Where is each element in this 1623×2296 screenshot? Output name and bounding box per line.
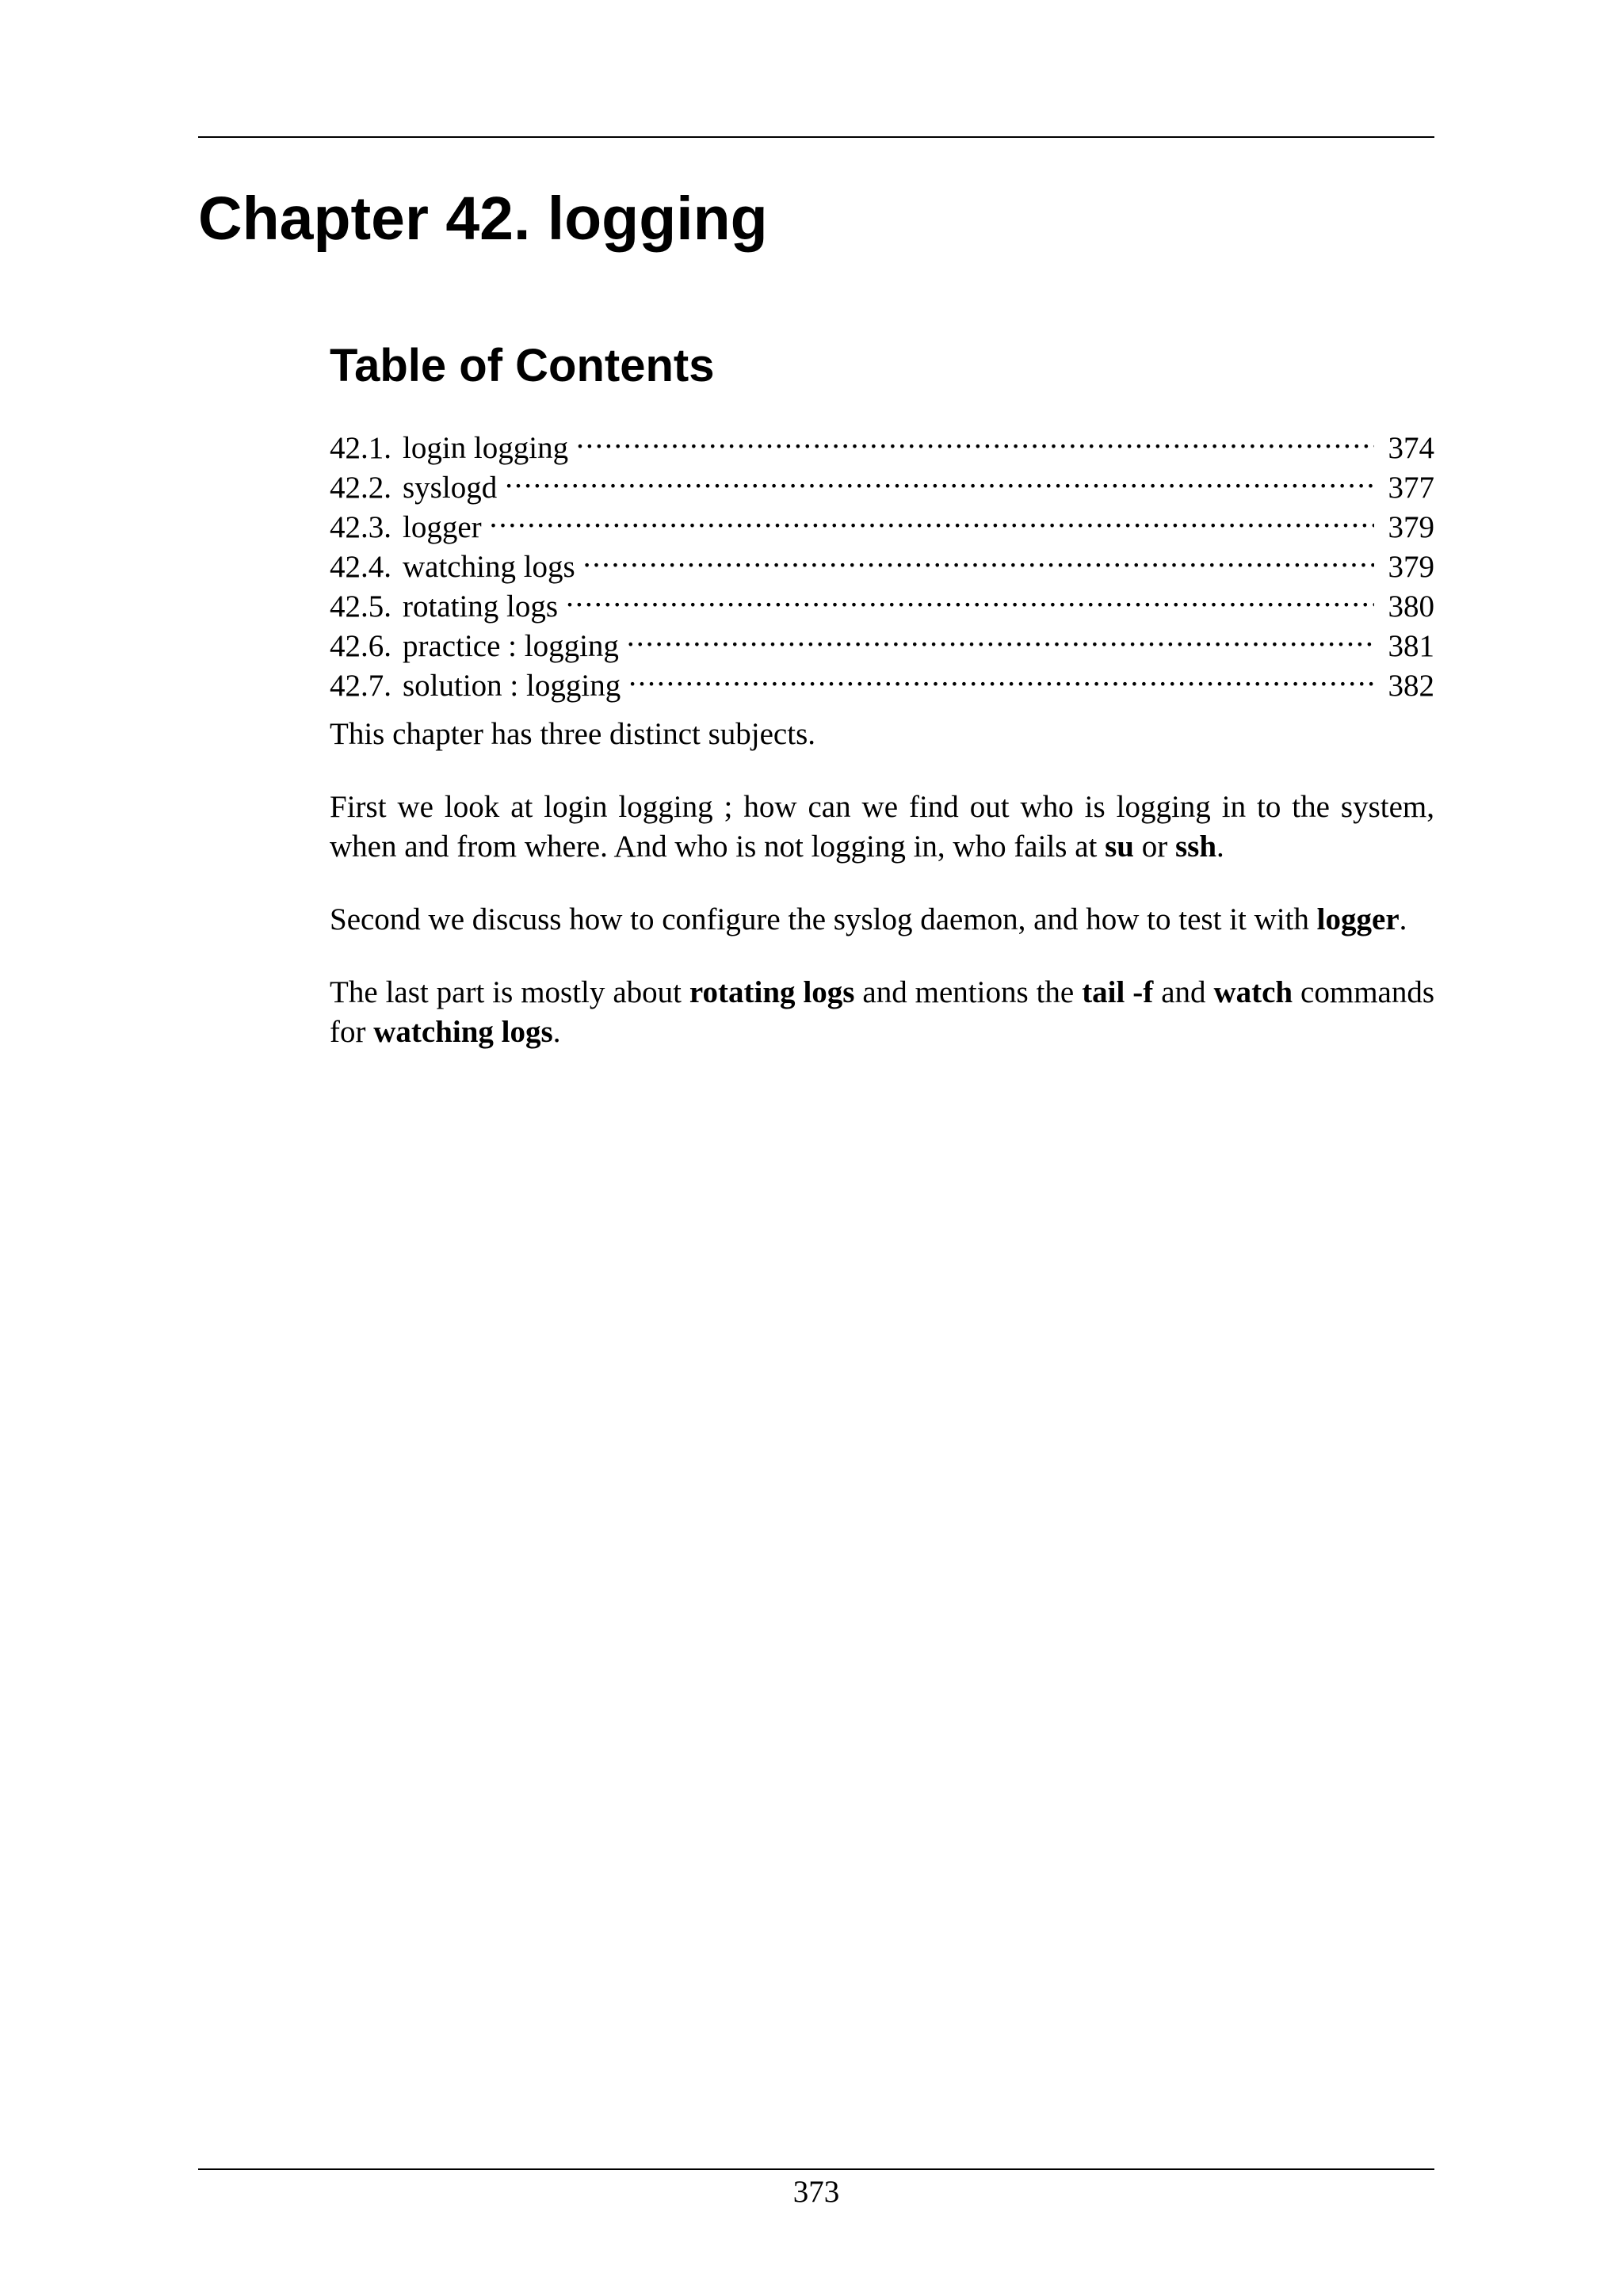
toc-dot-leader xyxy=(627,616,1374,656)
toc-entry-logger[interactable] xyxy=(330,498,1434,544)
toc-entry-page: 381 xyxy=(1388,629,1434,663)
toc-entry-number: 42.4. xyxy=(330,550,391,584)
page-number: 373 xyxy=(792,2175,840,2209)
paragraph-text: and xyxy=(1153,975,1214,1009)
toc-entry-number: 42.7. xyxy=(330,669,391,703)
toc-entry-page: 377 xyxy=(1388,471,1434,505)
rotating-logs-paragraph xyxy=(330,973,1434,1052)
intro-paragraph xyxy=(330,715,1434,754)
toc-entry-number: 42.5. xyxy=(330,589,391,624)
toc-entry-link[interactable]: practice : logging xyxy=(403,629,619,663)
chapter-title: Chapter 42. logging xyxy=(198,185,768,253)
toc-entry-watching-logs[interactable] xyxy=(330,537,1434,584)
toc-title: Table of Contents xyxy=(330,340,715,391)
toc-entry-link[interactable]: syslogd xyxy=(403,471,498,505)
toc-entry-page: 379 xyxy=(1388,550,1434,584)
toc-dot-leader xyxy=(628,656,1373,696)
paragraph-text: First we look at login logging ; how can we find out who is logging in to the system, when and from where. And who is not logging in, who fails at xyxy=(330,790,1434,864)
toc-dot-leader xyxy=(583,537,1374,577)
toc-entry-number: 42.6. xyxy=(330,629,391,663)
command-ssh: ssh xyxy=(1174,830,1217,864)
paragraph-text: and mentions the xyxy=(854,975,1083,1009)
header-rule xyxy=(198,136,1434,138)
footer-rule xyxy=(198,2168,1434,2170)
toc-entry-number: 42.3. xyxy=(330,510,391,544)
chapter-content xyxy=(330,333,1434,1085)
command-tail-f: tail -f xyxy=(1082,975,1154,1009)
paragraph-text: . xyxy=(1216,830,1224,864)
toc-entry-page: 380 xyxy=(1388,589,1434,624)
toc-entry-link[interactable]: solution : logging xyxy=(403,669,621,703)
paragraph-text: This chapter has three distinct subjects. xyxy=(330,717,815,751)
toc-dot-leader xyxy=(566,577,1373,616)
toc-entry-number: 42.1. xyxy=(330,431,391,465)
syslog-paragraph xyxy=(330,900,1434,940)
toc-dot-leader xyxy=(505,458,1373,498)
command-logger: logger xyxy=(1316,902,1400,936)
toc-entry-link[interactable]: rotating logs xyxy=(403,589,559,624)
paragraph-text: The last part is mostly about xyxy=(330,975,689,1009)
toc-entry-page: 379 xyxy=(1388,510,1434,544)
toc-entry-page: 374 xyxy=(1388,431,1434,465)
paragraph-text: commands for xyxy=(330,975,1435,1049)
term-watching-logs: watching logs xyxy=(373,1015,553,1049)
toc-entry-number: 42.2. xyxy=(330,471,391,505)
term-rotating-logs: rotating logs xyxy=(689,975,855,1009)
paragraph-text: . xyxy=(552,1015,561,1049)
command-watch: watch xyxy=(1213,975,1293,1009)
toc-dot-leader xyxy=(576,418,1373,458)
toc-entry-link[interactable]: logger xyxy=(403,510,482,544)
command-su: su xyxy=(1105,830,1134,864)
table-of-contents xyxy=(330,418,1434,703)
toc-entry-page: 382 xyxy=(1388,669,1434,703)
paragraph-text: Second we discuss how to configure the syslog daemon, and how to test it with xyxy=(330,902,1317,936)
paragraph-text: or xyxy=(1133,830,1175,864)
paragraph-text: . xyxy=(1399,902,1407,936)
toc-entry-link[interactable]: watching logs xyxy=(403,550,575,584)
toc-entry-login-logging[interactable] xyxy=(330,418,1434,465)
toc-dot-leader xyxy=(490,498,1374,537)
login-logging-paragraph xyxy=(330,788,1434,867)
toc-entry-link[interactable]: login logging xyxy=(403,431,569,465)
